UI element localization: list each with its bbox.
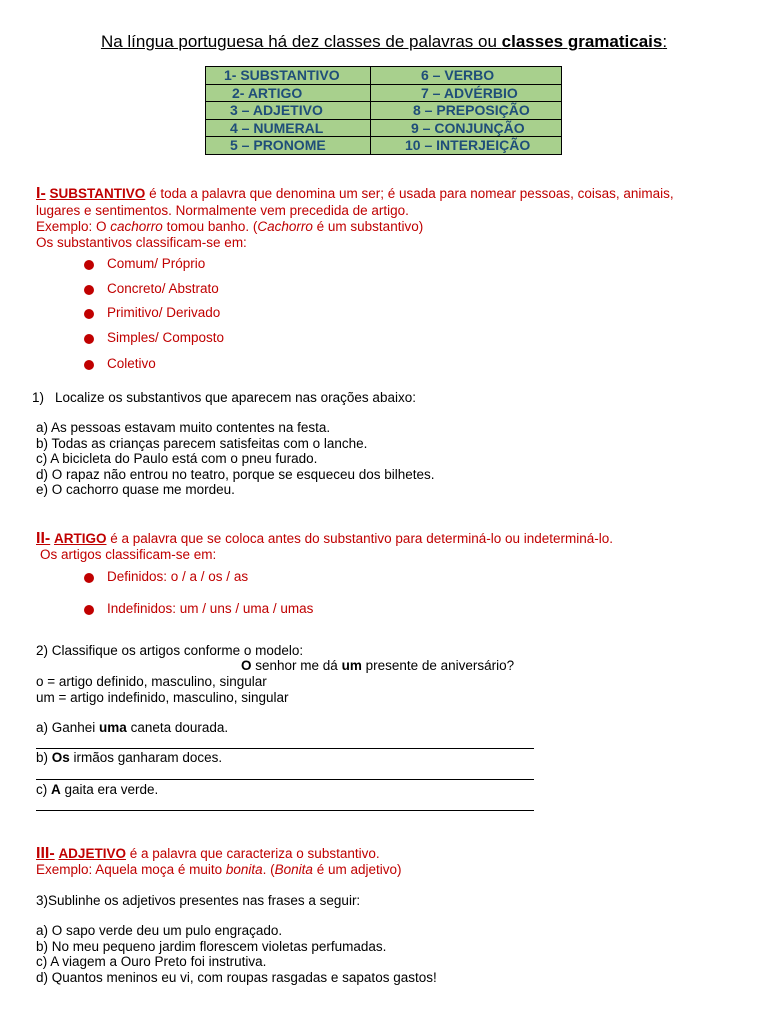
table-cell: 4 – NUMERAL [206, 119, 371, 137]
table-row [206, 84, 562, 102]
exercise-3-item: b) No meu pequeno jardim florescem violetas perfumadas. [36, 939, 387, 954]
table-row [206, 67, 562, 85]
list-item: Indefinidos: um / uns / uma / umas [107, 601, 313, 617]
exercise-3-prompt: 3)Sublinhe os adjetivos presentes nas frases a seguir: [36, 893, 361, 908]
exercise-2-explanation: o = artigo definido, masculino, singular [36, 674, 267, 689]
table-cell: 8 – PREPOSIÇÃO [371, 102, 562, 120]
section-adjetivo-heading: III- ADJETIVO é a palavra que caracteriza o substantivo. [36, 845, 380, 862]
table-row [206, 137, 562, 155]
bullet-icon [84, 285, 94, 295]
exercise-1-item: a) As pessoas estavam muito contentes na festa. [36, 420, 331, 435]
section-adjetivo-example: Exemplo: Aquela moça é muito bonita. (Bonita é um adjetivo) [36, 862, 402, 877]
bullet-icon [84, 260, 94, 270]
exercise-3-item: d) Quantos meninos eu vi, com roupas rasgadas e sapatos gastos! [36, 970, 437, 985]
section-artigo-classify: Os artigos classificam-se em: [40, 547, 217, 562]
table-cell: 5 – PRONOME [206, 137, 371, 155]
exercise-2-prompt: 2) Classifique os artigos conforme o modelo: [36, 643, 304, 658]
answer-line[interactable] [36, 810, 534, 811]
exercise-2-model: O senhor me dá um presente de aniversário? [241, 658, 515, 673]
exercise-1-item: b) Todas as crianças parecem satisfeitas com o lanche. [36, 436, 368, 451]
exercise-3-item: c) A viagem a Ouro Preto foi instrutiva. [36, 954, 267, 969]
exercise-1-item: d) O rapaz não entrou no teatro, porque se esqueceu dos bilhetes. [36, 467, 435, 482]
section-substantivo-text: lugares e sentimentos. Normalmente vem precedida de artigo. [36, 203, 409, 218]
table-row [206, 102, 562, 120]
list-item: Simples/ Composto [107, 330, 224, 346]
exercise-2-item: b) Os irmãos ganharam doces. [36, 750, 223, 765]
answer-line[interactable] [36, 748, 534, 749]
list-item: Concreto/ Abstrato [107, 281, 219, 297]
section-artigo-heading: II- ARTIGO é a palavra que se coloca antes do substantivo para determiná-lo ou indeterminá-lo. [36, 530, 614, 547]
answer-line[interactable] [36, 779, 534, 780]
bullet-icon [84, 573, 94, 583]
table-cell: 9 – CONJUNÇÃO [371, 119, 562, 137]
exercise-1-item: e) O cachorro quase me mordeu. [36, 482, 235, 497]
section-substantivo-example: Exemplo: O cachorro tomou banho. (Cachorro é um substantivo) [36, 219, 424, 234]
table-cell: 1- SUBSTANTIVO [206, 67, 371, 85]
section-substantivo-classify: Os substantivos classificam-se em: [36, 235, 247, 250]
table-row [206, 119, 562, 137]
exercise-1-number: 1) [32, 390, 45, 405]
bullet-icon [84, 334, 94, 344]
table-cell: 10 – INTERJEIÇÃO [371, 137, 562, 155]
exercise-2-item: c) A gaita era verde. [36, 782, 159, 797]
exercise-1-prompt: Localize os substantivos que aparecem nas orações abaixo: [55, 390, 416, 405]
list-item: Comum/ Próprio [107, 256, 205, 272]
bullet-icon [84, 309, 94, 319]
section-substantivo-heading: I- SUBSTANTIVO é toda a palavra que denomina um ser; é usada para nomear pessoas, coisas, animais, [36, 185, 674, 202]
list-item: Coletivo [107, 356, 156, 372]
exercise-3-item: a) O sapo verde deu um pulo engraçado. [36, 923, 283, 938]
bullet-icon [84, 605, 94, 615]
list-item: Primitivo/ Derivado [107, 305, 220, 321]
list-item: Definidos: o / a / os / as [107, 569, 248, 585]
exercise-1-item: c) A bicicleta do Paulo está com o pneu furado. [36, 451, 318, 466]
page-title: Na língua portuguesa há dez classes de palavras ou classes gramaticais: [100, 32, 668, 51]
table-cell: 3 – ADJETIVO [206, 102, 371, 120]
exercise-2-explanation: um = artigo indefinido, masculino, singular [36, 690, 289, 705]
exercise-2-item: a) Ganhei uma caneta dourada. [36, 720, 229, 735]
table-cell: 7 – ADVÉRBIO [371, 84, 562, 102]
table-cell: 6 – VERBO [371, 67, 562, 85]
table-cell: 2- ARTIGO [206, 84, 371, 102]
classes-table [205, 66, 562, 155]
bullet-icon [84, 360, 94, 370]
